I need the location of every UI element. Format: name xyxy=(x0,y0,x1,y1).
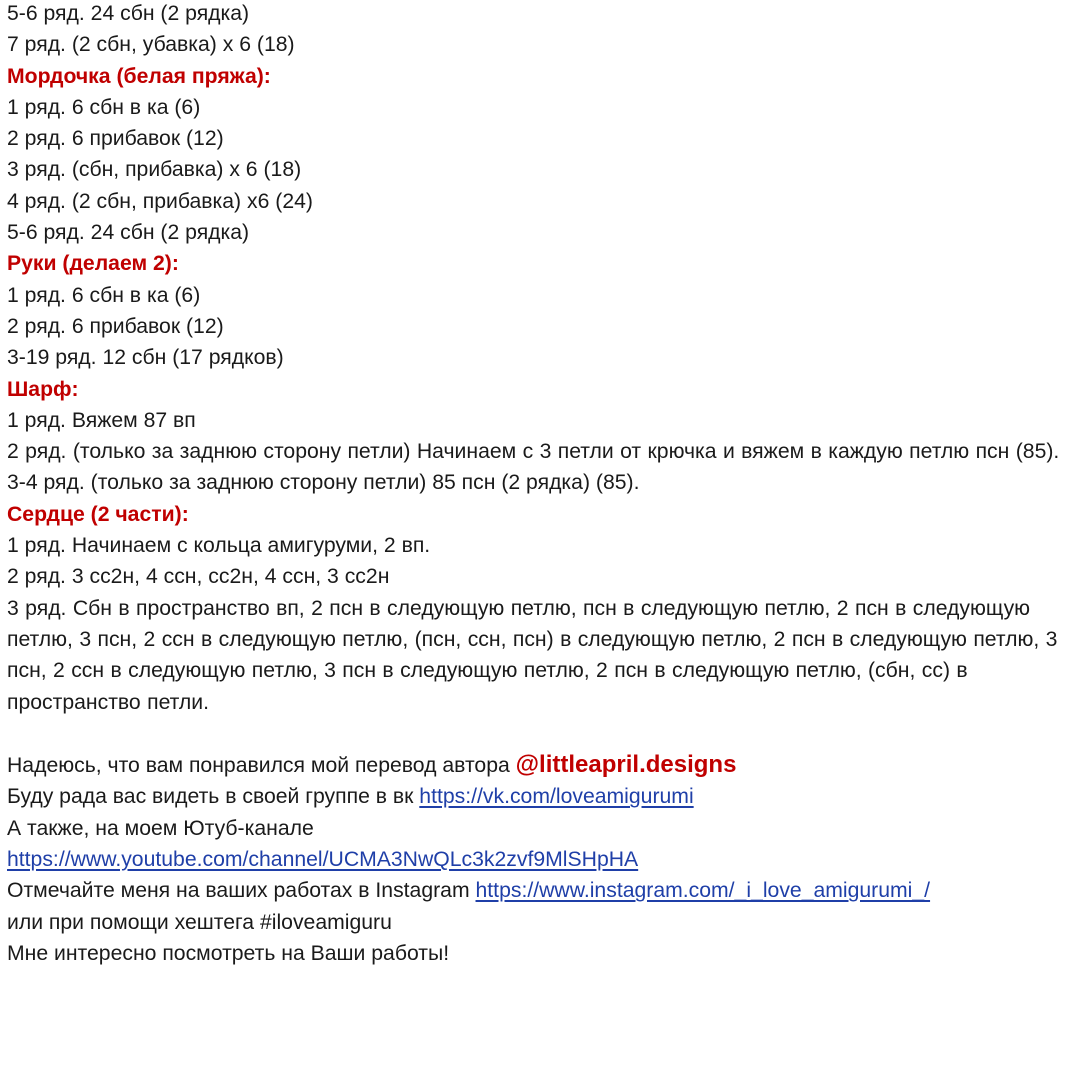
pattern-row: 4 ряд. (2 сбн, прибавка) х6 (24) xyxy=(7,189,313,213)
pattern-document xyxy=(7,0,1073,969)
section-heading-scarf: Шарф: xyxy=(7,377,79,401)
closing-text: Мне интересно посмотреть на Ваши работы! xyxy=(7,941,450,965)
pattern-row: 5-6 ряд. 24 сбн (2 рядка) xyxy=(7,2,250,25)
pattern-row: 3-19 ряд. 12 сбн (17 рядков) xyxy=(7,346,284,370)
pattern-row: 5-6 ряд. 24 сбн (2 рядка) xyxy=(7,221,250,245)
vk-link[interactable]: https://vk.com/loveamigurumi xyxy=(419,785,694,809)
instagram-text: Отмечайте меня на ваших работах в Instagram xyxy=(7,879,476,903)
section-heading-heart: Сердце (2 части): xyxy=(7,502,189,526)
instagram-line xyxy=(7,875,1073,906)
pattern-row: 3 ряд. Сбн в пространство вп, 2 псн в следующую петлю, псн в следующую петлю, 2 псн в следующую петлю, 3 псн, 2 ссн в следующую петлю, (псн, ссн, псн) в следующую петлю, 2 псн в следующую петлю, 3 псн, 2 ссн в следующую петлю, 3 псн в следующую петлю, 2 псн в следующую петлю, (сбн, сс) в пространство петли. xyxy=(7,596,1058,714)
vk-line xyxy=(7,781,1073,812)
pattern-row: 2 ряд. 6 прибавок (12) xyxy=(7,314,224,338)
pattern-row: 3-4 ряд. (только за заднюю сторону петли) 85 псн (2 рядка) (85). xyxy=(7,471,640,495)
thanks-line xyxy=(7,749,1073,781)
youtube-link[interactable]: https://www.youtube.com/channel/UCMA3NwQLc3k2zvf9MlSHpHA xyxy=(7,848,639,872)
instagram-link[interactable]: https://www.instagram.com/_i_love_amigurumi_/ xyxy=(475,879,931,903)
pattern-row: 2 ряд. 6 прибавок (12) xyxy=(7,127,224,151)
hashtag-text: или при помощи хештега #iloveamiguru xyxy=(7,910,392,934)
pattern-row: 3 ряд. (сбн, прибавка) х 6 (18) xyxy=(7,158,302,182)
pattern-row: 2 ряд. (только за заднюю сторону петли) Начинаем с 3 петли от крючка и вяжем в каждую петлю псн (85). xyxy=(7,440,1060,464)
pattern-row: 1 ряд. Вяжем 87 вп xyxy=(7,408,196,432)
section-heading-arms: Руки (делаем 2): xyxy=(7,252,179,276)
pattern-row: 2 ряд. 3 сс2н, 4 ссн, сс2н, 4 ссн, 3 сс2н xyxy=(7,565,390,589)
section-heading-muzzle: Мордочка (белая пряжа): xyxy=(7,64,271,88)
pattern-row: 1 ряд. 6 сбн в ка (6) xyxy=(7,283,201,307)
paragraph-gap xyxy=(7,718,1073,749)
youtube-line xyxy=(7,844,1073,875)
pattern-row: 1 ряд. 6 сбн в ка (6) xyxy=(7,95,201,119)
pattern-row: 7 ряд. (2 сбн, убавка) х 6 (18) xyxy=(7,33,295,57)
pattern-row: 1 ряд. Начинаем с кольца амигуруми, 2 вп. xyxy=(7,534,431,558)
author-handle: @littleapril.designs xyxy=(515,751,737,779)
thanks-text: Надеюсь, что вам понравился мой перевод автора xyxy=(7,754,516,778)
youtube-text: А также, на моем Ютуб-канале xyxy=(7,816,314,840)
vk-text: Буду рада вас видеть в своей группе в вк xyxy=(7,785,420,809)
